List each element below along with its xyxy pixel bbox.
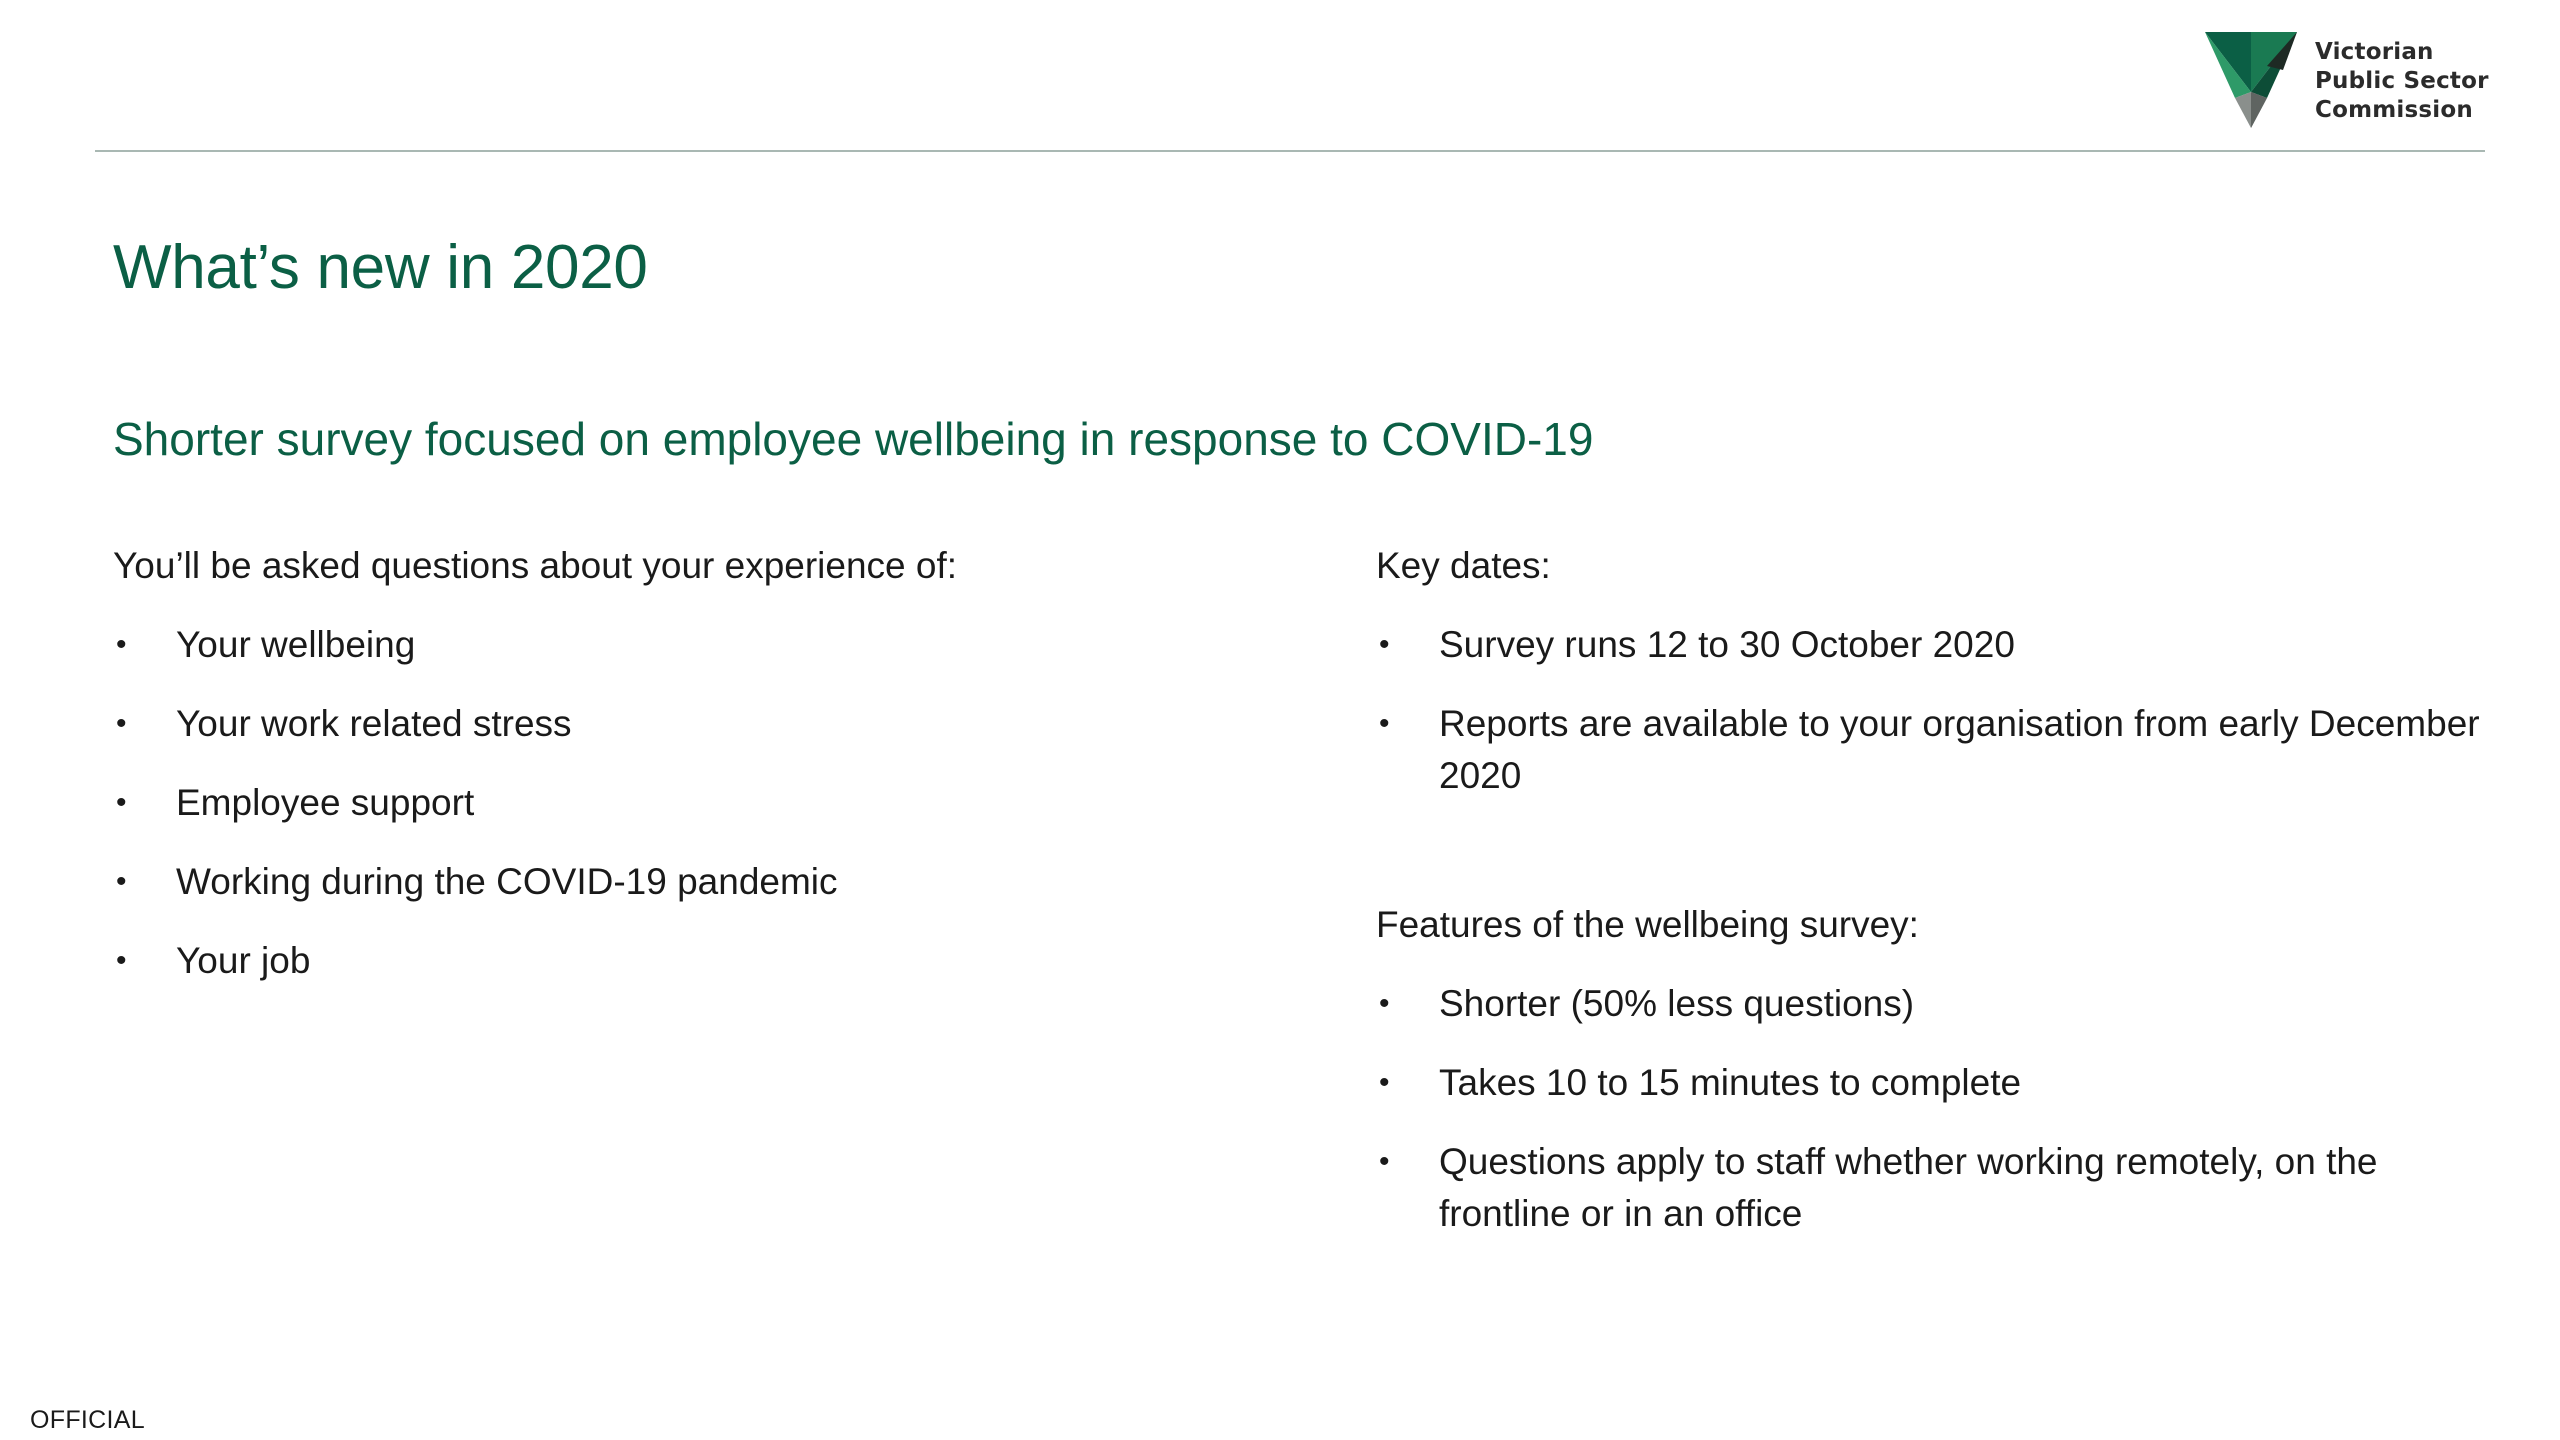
bullet-icon: • — [116, 865, 127, 898]
bullet-icon: • — [116, 628, 127, 661]
features-heading: Features of the wellbeing survey: — [1376, 904, 1919, 945]
vpsc-logo — [2205, 30, 2489, 130]
list-item-text: Working during the COVID-19 pandemic — [176, 861, 838, 902]
slide-title: What’s new in 2020 — [113, 233, 648, 302]
vpsc-logo-text — [2315, 38, 2489, 125]
experience-heading: You’ll be asked questions about your experience of: — [113, 545, 958, 586]
slide-subtitle: Shorter survey focused on employee wellbeing in response to COVID-19 — [113, 413, 1594, 465]
left-column — [113, 540, 1293, 1014]
list-item-text: Your work related stress — [176, 703, 572, 744]
header-divider — [95, 150, 2485, 152]
list-item-text: Reports are available to your organisation from early December 2020 — [1439, 703, 2480, 796]
security-classification: OFFICIAL — [30, 1406, 145, 1434]
list-item — [113, 935, 1293, 987]
experience-list — [113, 619, 1293, 987]
bullet-icon: • — [1379, 628, 1390, 661]
features-list — [1376, 978, 2486, 1240]
list-item-text: Takes 10 to 15 minutes to complete — [1439, 1062, 2022, 1103]
bullet-icon: • — [1379, 1066, 1390, 1099]
bullet-icon: • — [116, 707, 127, 740]
section-spacer — [1376, 829, 2486, 899]
list-item — [1376, 978, 2486, 1030]
key-dates-heading: Key dates: — [1376, 545, 1551, 586]
bullet-icon: • — [1379, 707, 1390, 740]
vpsc-triangle-logo-icon — [2205, 30, 2297, 130]
list-item — [113, 777, 1293, 829]
list-item-text: Your wellbeing — [176, 624, 416, 665]
logo-line-3: Commission — [2315, 97, 2473, 123]
logo-line-2: Public Sector — [2315, 68, 2489, 94]
list-item — [1376, 1057, 2486, 1109]
bullet-icon: • — [116, 786, 127, 819]
list-item — [1376, 1136, 2486, 1240]
list-item — [113, 619, 1293, 671]
list-item-text: Survey runs 12 to 30 October 2020 — [1439, 624, 2015, 665]
logo-line-1: Victorian — [2315, 39, 2434, 65]
list-item — [1376, 698, 2486, 802]
list-item-text: Questions apply to staff whether working remotely, on the frontline or in an office — [1439, 1141, 2378, 1234]
key-dates-list — [1376, 619, 2486, 802]
list-item-text: Shorter (50% less questions) — [1439, 983, 1915, 1024]
bullet-icon: • — [1379, 1145, 1390, 1178]
list-item-text: Employee support — [176, 782, 475, 823]
bullet-icon: • — [116, 944, 127, 977]
right-column — [1376, 540, 2486, 1267]
bullet-icon: • — [1379, 987, 1390, 1020]
list-item-text: Your job — [176, 940, 311, 981]
list-item — [113, 698, 1293, 750]
list-item — [1376, 619, 2486, 671]
list-item — [113, 856, 1293, 908]
